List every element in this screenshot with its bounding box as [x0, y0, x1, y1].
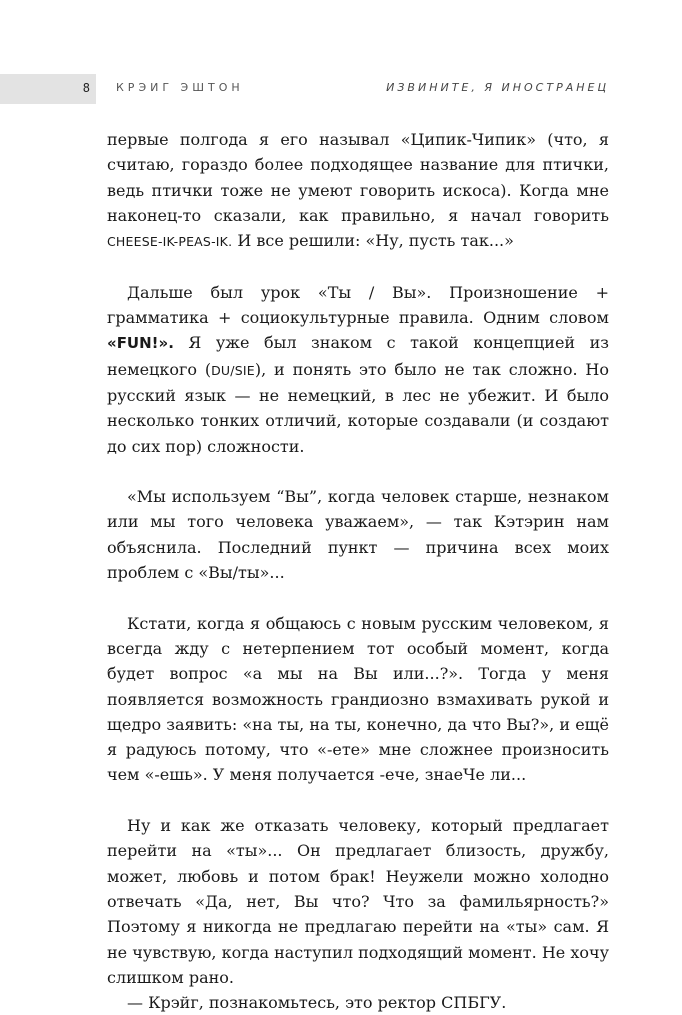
handwritten-fun: «FUN!». [107, 334, 174, 353]
paragraph-gap [107, 585, 609, 610]
paragraph-2 [107, 280, 609, 459]
paragraph-6-dialogue: — Крэйг, познакомьтесь, это ректор СПБГУ. [127, 993, 507, 1013]
paragraph-gap [107, 254, 609, 279]
paragraph-1 [107, 127, 609, 254]
paragraph-4: Кстати, когда я общаюсь с новым русским человеком, я всегда жду с нетерпением тот особый момент, когда будет вопрос «а мы на Вы или...?». Тогда у меня появляется возможность грандиозно взмахивать рукой и щедро заявить: «на ты, на ты, конечно, да что Вы?», и ещё я радуюсь потому, что «-ете» мне сложнее произносить чем «-ешь». У меня получается -ече, знаеЧе ли... [107, 613, 609, 785]
paragraph-gap [107, 459, 609, 484]
page-number-box [0, 74, 96, 104]
handwritten-cheese-ik: CHEESE-IK-PEAS-IK. [107, 234, 233, 250]
paragraph-2-text-c: ), и понять это было не так сложно. Но русский язык — не немецкий, в лес не убежит. И было несколько тонких отличий, которые создавали (и создают до сих пор) сложности. [107, 359, 610, 456]
paragraph-5: Ну и как же отказать человеку, который предлагает перейти на «ты»... Он предлагает близость, дружбу, может, любовь и потом брак! Неужели можно холодно отвечать «Да, нет, Вы что? Что за фамильярность?» Поэтому я никогда не предлагаю перейти на «ты» сам. Я не чувствую, когда наступил подходящий момент. Не хочу слишком рано. [107, 816, 609, 987]
running-header [0, 74, 682, 104]
page-number: 8 [82, 81, 90, 95]
body-text [107, 127, 609, 1015]
handwritten-du-sie: DU/SIE [211, 362, 255, 378]
paragraph-3: «Мы используем “Вы”, когда человек старше, незнаком или мы того человека уважаем», — так Кэтэрин нам объяснила. Последний пункт — причина всех моих проблем с «Вы/ты»... [107, 487, 609, 583]
paragraph-2-text-b: Я уже был знаком с такой концепцией из немецкого ( [107, 333, 609, 379]
running-book-title: ИЗВИНИТЕ, Я ИНОСТРАНЕЦ [386, 81, 609, 94]
paragraph-gap [107, 788, 609, 813]
running-author: КРЭИГ ЭШТОН [116, 81, 244, 94]
paragraph-1-text: первые полгода я его называл «Ципик-Чипик» (что, я считаю, гораздо более подходящее название для птички, ведь птички тоже не умеют говорить искоса). Когда мне наконец-то сказали, как правильно, я начал говорить [107, 130, 609, 225]
paragraph-1-end: И все решили: «Ну, пусть так...» [232, 231, 514, 251]
paragraph-2-text: Дальше был урок «Ты / Вы». Произношение + грамматика + социокультурные правила. Одним словом [107, 282, 609, 328]
